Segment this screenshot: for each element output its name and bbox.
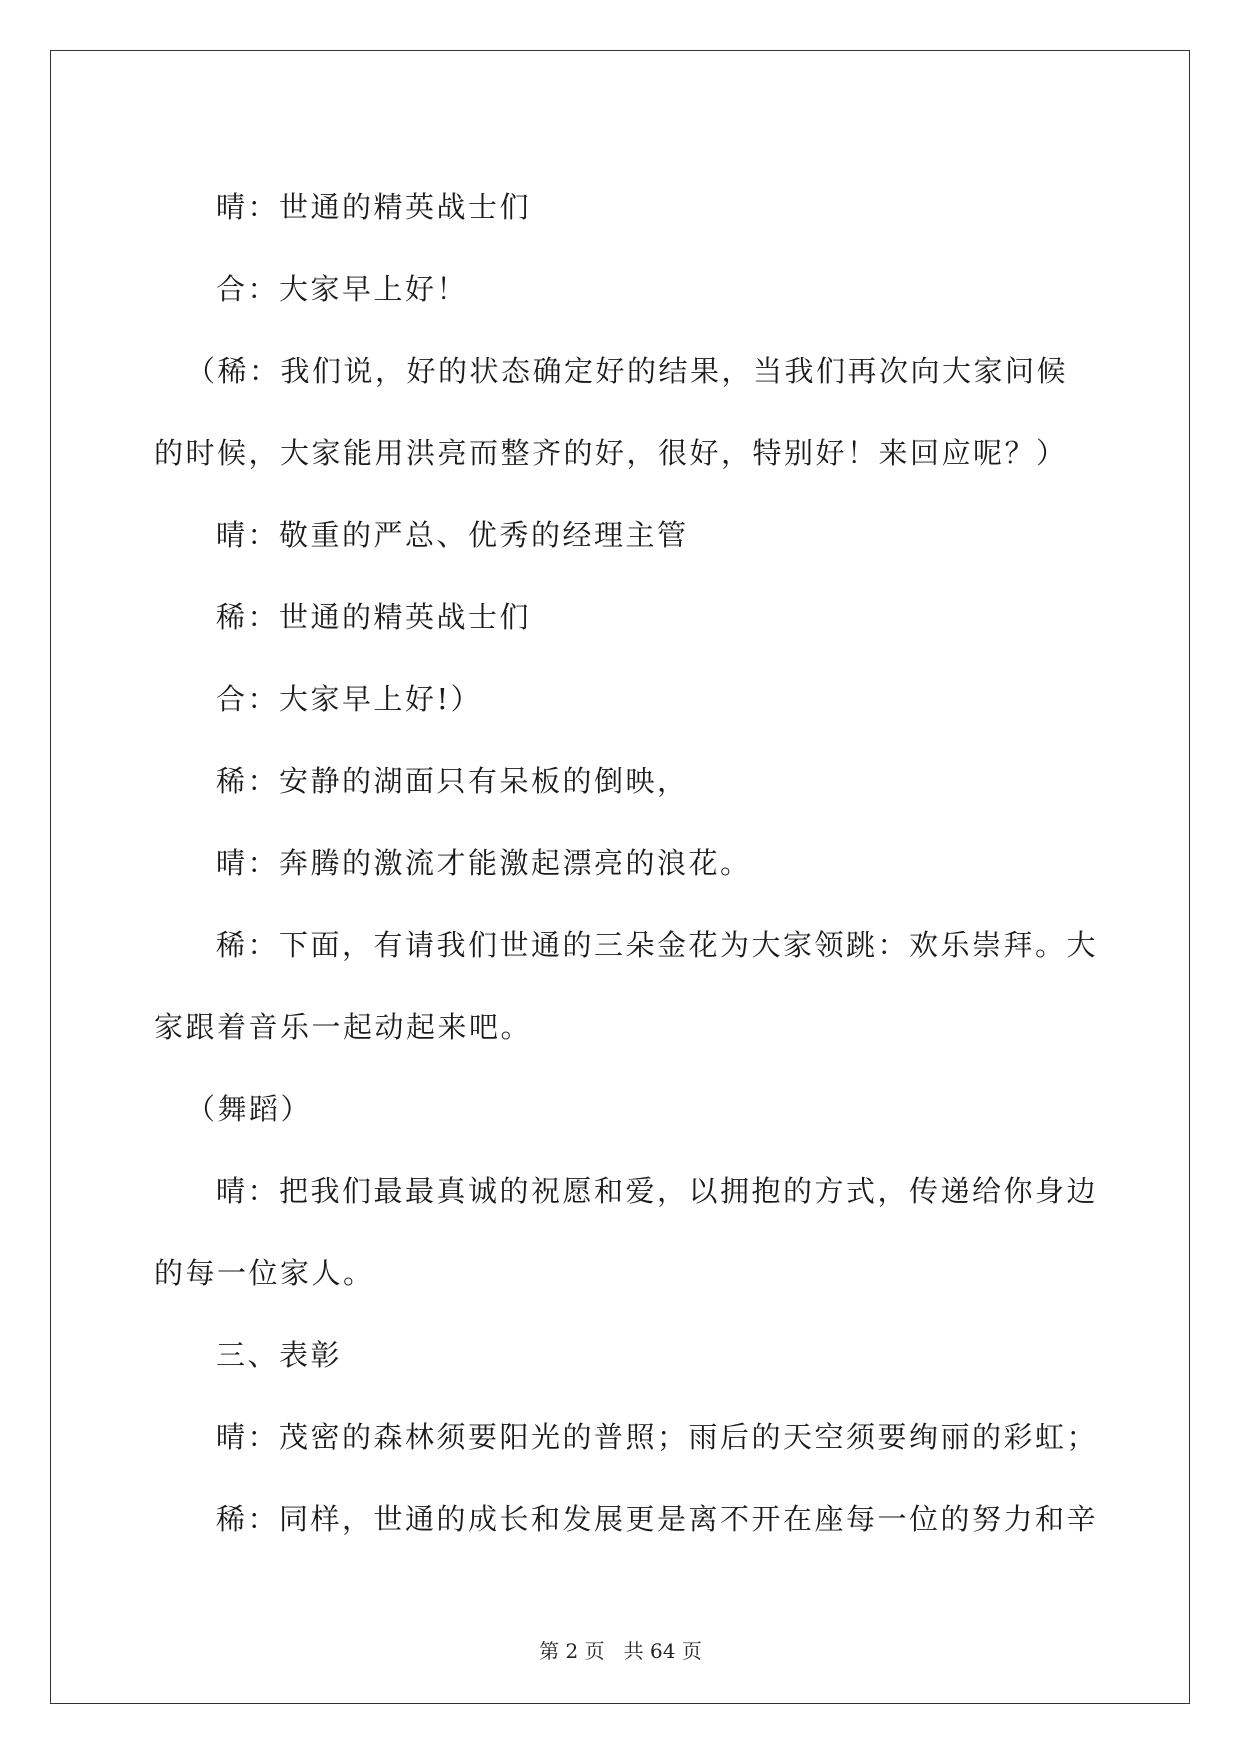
- page-footer: [0, 1635, 1241, 1664]
- text-line: （稀：我们说，好的状态确定好的结果，当我们再次向大家问候: [186, 354, 1069, 388]
- text-line: 晴：奔腾的激流才能激起漂亮的浪花。: [216, 846, 752, 880]
- text-line: （舞蹈）: [186, 1092, 313, 1126]
- text-line: 合：大家早上好！: [216, 272, 469, 306]
- text-line: 的每一位家人。: [154, 1256, 375, 1290]
- text-line: 晴：敬重的严总、优秀的经理主管: [216, 518, 689, 552]
- text-line: 三、表彰: [216, 1338, 343, 1372]
- text-line: 的时候，大家能用洪亮而整齐的好，很好，特别好！来回应呢？）: [154, 436, 1068, 470]
- document-body: [154, 166, 1099, 1560]
- text-line: 稀：下面，有请我们世通的三朵金花为大家领跳：欢乐崇拜。大: [216, 928, 1099, 962]
- page-number-label: 第 2 页 共 64 页: [539, 1639, 702, 1663]
- text-line: 稀：同样，世通的成长和发展更是离不开在座每一位的努力和辛: [216, 1502, 1099, 1536]
- text-line: 晴：世通的精英战士们: [216, 190, 532, 224]
- text-line: 家跟着音乐一起动起来吧。: [154, 1010, 533, 1044]
- text-line: 稀：安静的湖面只有呆板的倒映，: [216, 764, 689, 798]
- text-line: 晴：把我们最最真诚的祝愿和爱，以拥抱的方式，传递给你身边: [216, 1174, 1099, 1208]
- text-line: 稀：世通的精英战士们: [216, 600, 532, 634]
- text-line: 合：大家早上好!）: [216, 682, 483, 716]
- text-line: 晴：茂密的森林须要阳光的普照；雨后的天空须要绚丽的彩虹；: [216, 1420, 1099, 1454]
